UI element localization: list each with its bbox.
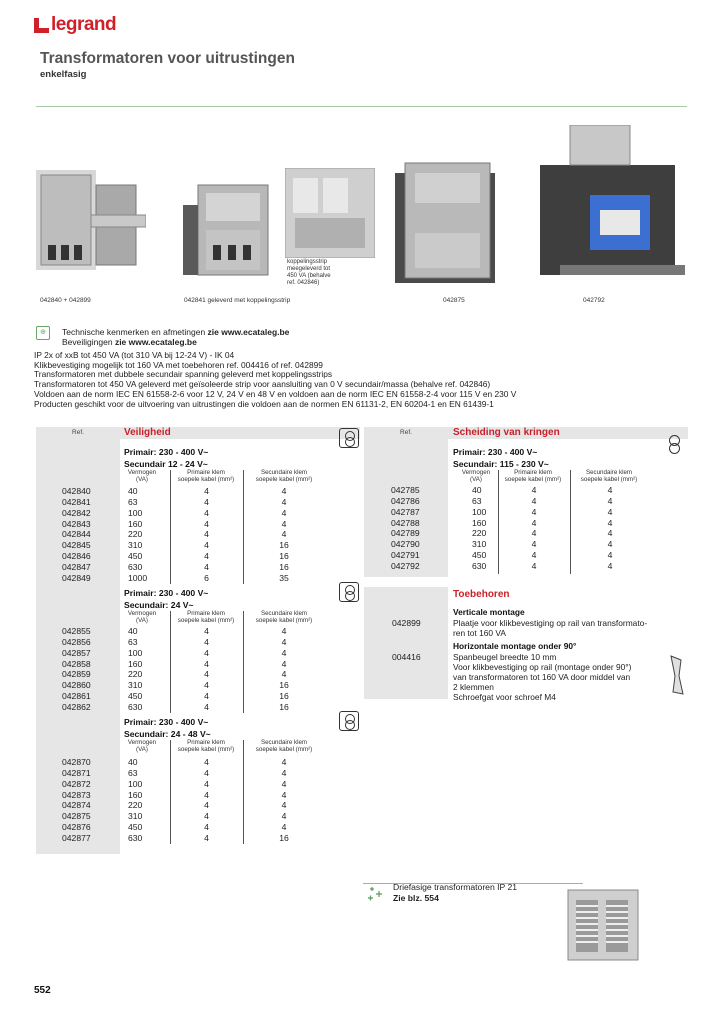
col-label: soepele kabel (mm²) xyxy=(504,475,562,483)
isolation-transformer-symbol-icon xyxy=(666,434,682,456)
accessory-ref: 042899 xyxy=(392,618,421,628)
secondary-terminal-cell: 4 xyxy=(281,822,287,833)
power-cell: 630 xyxy=(472,560,487,571)
power-cell: 100 xyxy=(128,507,143,518)
ref-cell: 042875 xyxy=(62,811,91,822)
secondary-terminal-cell: 4 xyxy=(281,518,287,529)
secondary-terminal-cell: 4 xyxy=(281,658,287,669)
secondary-terminal-cell: 16 xyxy=(279,561,289,572)
power-cell: 310 xyxy=(128,680,143,691)
primary-terminal-cell: 4 xyxy=(204,767,209,778)
info-link[interactable]: zie www.ecataleg.be xyxy=(207,327,290,337)
accessory-line: ren tot 160 VA xyxy=(453,628,506,638)
power-cell: 310 xyxy=(128,811,143,822)
secondary-terminal-cell: 4 xyxy=(281,669,287,680)
power-cell: 63 xyxy=(128,636,138,647)
description xyxy=(34,351,684,409)
accessory-text xyxy=(453,618,647,638)
secondary-terminal-cell: 16 xyxy=(279,701,289,712)
product-photo-042875 xyxy=(385,158,510,288)
col-label: soepele kabel (mm²) xyxy=(255,616,313,624)
ref-cell: 042860 xyxy=(62,680,91,691)
power-cell: 630 xyxy=(128,701,143,712)
safety-transformer-symbol-icon xyxy=(339,428,359,448)
photo-caption-4: 042792 xyxy=(583,297,605,304)
col-label: (VA) xyxy=(136,475,148,483)
ref-cell: 042846 xyxy=(62,551,91,562)
col-label: Primaire klem xyxy=(187,610,225,617)
right-secondary-line: Secundair: 115 - 230 V~ xyxy=(453,459,549,469)
primary-terminal-cell: 4 xyxy=(204,518,209,529)
left-col-sec xyxy=(244,611,324,625)
secondary-terminal-cell: 4 xyxy=(281,778,287,789)
accessory-heading: Verticale montage xyxy=(453,607,525,617)
ref-cell: 042847 xyxy=(62,561,91,572)
ref-cell: 042862 xyxy=(62,701,91,712)
col-label: Primaire klem xyxy=(187,469,225,476)
power-cell: 220 xyxy=(472,528,487,539)
secondary-terminal-cell: 4 xyxy=(607,528,613,539)
inset-caption-line: meegeleverd tot xyxy=(287,266,331,272)
left-col-prim xyxy=(170,470,242,484)
secondary-terminal-cell: 16 xyxy=(279,680,289,691)
primary-terminal-cell: 4 xyxy=(204,636,209,647)
legrand-logo-mark-icon xyxy=(34,18,49,33)
page-title: Transformatoren voor uitrustingen xyxy=(40,50,295,67)
ref-cell: 042787 xyxy=(391,506,420,517)
primary-terminal-cell: 4 xyxy=(204,626,209,636)
power-cell: 310 xyxy=(128,540,143,551)
left-col-power xyxy=(114,470,170,484)
primary-terminal-cell: 4 xyxy=(204,789,209,800)
primary-terminal-cell: 4 xyxy=(204,561,209,572)
header-divider xyxy=(36,106,687,107)
right-col-power xyxy=(448,470,504,484)
secondary-terminal-cell: 4 xyxy=(607,485,613,495)
primary-terminal-cell: 4 xyxy=(531,495,537,506)
left-section-title: Veiligheid xyxy=(124,427,171,438)
primary-terminal-cell: 4 xyxy=(531,485,537,495)
secondary-terminal-cell: 4 xyxy=(607,495,613,506)
accessory-line: van transformatoren tot 160 VA door middel van xyxy=(453,672,631,682)
primary-terminal-cell: 4 xyxy=(531,560,537,571)
ref-cell: 042857 xyxy=(62,647,91,658)
left-secondary-line: Secundair 12 - 24 V~ xyxy=(124,459,208,469)
ref-cell: 042788 xyxy=(391,517,420,528)
accessory-line: Schroefgat voor schroef M4 xyxy=(453,692,556,702)
secondary-terminal-cell: 4 xyxy=(281,496,287,507)
primary-terminal-cell: 4 xyxy=(204,811,209,822)
primary-terminal-cell: 4 xyxy=(531,517,537,528)
crossref-plus-icon xyxy=(365,884,385,904)
ref-cell: 042843 xyxy=(62,518,91,529)
product-photo-042840 xyxy=(36,150,146,285)
right-ref-header: Ref. xyxy=(400,429,412,436)
accessories-title: Toebehoren xyxy=(453,589,510,600)
info-text: Technische kenmerken en afmetingen xyxy=(62,327,208,337)
left-col-sec xyxy=(244,470,324,484)
photo-caption-1: 042840 + 042899 xyxy=(40,297,91,304)
primary-terminal-cell: 4 xyxy=(204,507,209,518)
power-cell: 63 xyxy=(128,496,138,507)
accessories-ref-band xyxy=(364,587,448,699)
secondary-terminal-cell: 4 xyxy=(281,789,287,800)
primary-terminal-cell: 4 xyxy=(204,680,209,691)
inset-caption-line: 450 VA (behalve xyxy=(287,273,331,279)
secondary-terminal-cell: 4 xyxy=(281,767,287,778)
ref-cell: 042849 xyxy=(62,572,91,583)
primary-terminal-cell: 4 xyxy=(204,778,209,789)
ref-cell: 042844 xyxy=(62,529,91,540)
info-link[interactable]: zie www.ecataleg.be xyxy=(114,336,197,347)
power-cell: 310 xyxy=(472,539,487,550)
primary-terminal-cell: 4 xyxy=(204,832,209,843)
col-label: Vermogen xyxy=(127,469,157,476)
secondary-terminal-cell: 16 xyxy=(279,540,289,551)
primary-terminal-cell: 4 xyxy=(204,757,209,767)
ref-cell: 042877 xyxy=(62,832,91,843)
primary-terminal-cell: 4 xyxy=(204,529,209,540)
ref-cell: 042874 xyxy=(62,800,91,811)
left-primary-line: Primair: 230 - 400 V~ xyxy=(124,447,209,457)
ref-cell: 042786 xyxy=(391,495,420,506)
secondary-terminal-cell: 4 xyxy=(281,757,287,767)
secondary-terminal-cell: 4 xyxy=(281,811,287,822)
left-secondary-line: Secundair: 24 V~ xyxy=(124,600,194,610)
col-label: Secundaire klem xyxy=(260,469,308,476)
power-cell: 63 xyxy=(472,495,482,506)
power-cell: 630 xyxy=(128,832,143,843)
primary-terminal-cell: 4 xyxy=(204,691,209,702)
accessory-line: Plaatje voor klikbevestiging op rail van transformato- xyxy=(453,618,648,628)
inset-caption xyxy=(287,259,331,287)
secondary-terminal-cell: 16 xyxy=(279,691,289,702)
left-primary-line: Primair: 230 - 400 V~ xyxy=(124,588,209,598)
secondary-terminal-cell: 4 xyxy=(281,486,287,496)
safety-transformer-symbol-icon xyxy=(339,711,359,731)
secondary-terminal-cell: 4 xyxy=(281,647,287,658)
info-line-2 xyxy=(62,338,289,348)
power-cell: 100 xyxy=(128,647,143,658)
secondary-terminal-cell: 4 xyxy=(281,626,287,636)
ref-cell: 042872 xyxy=(62,778,91,789)
primary-terminal-cell: 4 xyxy=(204,800,209,811)
primary-terminal-cell: 4 xyxy=(204,486,209,496)
power-cell: 220 xyxy=(128,529,143,540)
photo-caption-2: 042841 geleverd met koppelingsstrip xyxy=(184,297,291,304)
left-ref-header: Ref. xyxy=(72,429,84,436)
col-label: Vermogen xyxy=(127,610,157,617)
accessory-line: 2 klemmen xyxy=(453,682,494,692)
col-label: (VA) xyxy=(470,475,482,483)
product-photo-koppelingsstrip-inset xyxy=(285,168,375,258)
primary-terminal-cell: 4 xyxy=(531,528,537,539)
ref-cell: 042873 xyxy=(62,789,91,800)
col-label: Primaire klem xyxy=(514,469,552,476)
left-col-prim xyxy=(170,740,242,754)
left-col-power xyxy=(114,611,170,625)
page-number: 552 xyxy=(34,985,51,996)
secondary-terminal-cell: 4 xyxy=(607,506,613,517)
power-cell: 160 xyxy=(472,517,487,528)
ref-cell: 042859 xyxy=(62,669,91,680)
info-text: Beveiligingen xyxy=(62,336,115,347)
ref-cell: 042785 xyxy=(391,485,420,495)
right-col-prim xyxy=(498,470,568,484)
ref-cell: 042789 xyxy=(391,528,420,539)
secondary-terminal-cell: 4 xyxy=(281,800,287,811)
primary-terminal-cell: 4 xyxy=(204,669,209,680)
primary-terminal-cell: 4 xyxy=(204,701,209,712)
secondary-terminal-cell: 4 xyxy=(281,636,287,647)
three-phase-transformer-photo xyxy=(562,880,646,966)
secondary-terminal-cell: 4 xyxy=(607,550,613,561)
col-label: soepele kabel (mm²) xyxy=(177,745,235,753)
col-label: Secundaire klem xyxy=(260,610,308,617)
secondary-terminal-cell: 35 xyxy=(279,572,289,583)
power-cell: 100 xyxy=(472,506,487,517)
power-cell: 160 xyxy=(128,789,143,800)
col-label: soepele kabel (mm²) xyxy=(255,475,313,483)
power-cell: 100 xyxy=(128,778,143,789)
ref-cell: 042876 xyxy=(62,822,91,833)
primary-terminal-cell: 4 xyxy=(204,658,209,669)
power-cell: 160 xyxy=(128,658,143,669)
col-label: Secundaire klem xyxy=(585,469,633,476)
description-line: IP 2x of xxB tot 450 VA (tot 310 VA bij 12-24 V) - IK 04 xyxy=(34,350,235,360)
left-col-power xyxy=(114,740,170,754)
right-col-sec xyxy=(570,470,648,484)
ref-cell: 042855 xyxy=(62,626,91,636)
col-label: Primaire klem xyxy=(187,739,225,746)
power-cell: 63 xyxy=(128,767,138,778)
col-label: Vermogen xyxy=(127,739,157,746)
primary-terminal-cell: 4 xyxy=(204,822,209,833)
accessory-heading: Horizontale montage onder 90° xyxy=(453,641,577,651)
left-col-prim xyxy=(170,611,242,625)
secondary-terminal-cell: 16 xyxy=(279,832,289,843)
secondary-terminal-cell: 4 xyxy=(281,529,287,540)
crossref-link[interactable]: Zie blz. 554 xyxy=(393,893,439,903)
primary-terminal-cell: 4 xyxy=(204,496,209,507)
inset-caption-line: ref. 042846) xyxy=(287,280,320,286)
right-primary-line: Primair: 230 - 400 V~ xyxy=(453,447,538,457)
primary-terminal-cell: 4 xyxy=(531,506,537,517)
clamp-bracket-icon xyxy=(663,654,687,698)
photo-caption-3: 042875 xyxy=(443,297,465,304)
ref-cell: 042845 xyxy=(62,540,91,551)
left-col-sec xyxy=(244,740,324,754)
product-photo-042792 xyxy=(530,125,685,290)
description-line: Transformatoren met dubbele secundair spanning geleverd met koppelingsstrips xyxy=(34,369,333,380)
primary-terminal-cell: 4 xyxy=(531,550,537,561)
primary-terminal-cell: 6 xyxy=(204,572,209,583)
power-cell: 630 xyxy=(128,561,143,572)
accessory-line: Spanbeugel breedte 10 mm xyxy=(453,652,557,662)
power-cell: 450 xyxy=(128,822,143,833)
power-cell: 220 xyxy=(128,800,143,811)
power-cell: 220 xyxy=(128,669,143,680)
ref-cell: 042856 xyxy=(62,636,91,647)
col-label: Secundaire klem xyxy=(260,739,308,746)
secondary-terminal-cell: 16 xyxy=(279,551,289,562)
description-line: Producten geschikt voor de uitvoering van uitrustingen die voldoen aan de normen EN 61131-2, EN 60204-1 en EN 61439-1 xyxy=(34,398,494,409)
primary-terminal-cell: 4 xyxy=(204,551,209,562)
accessory-text xyxy=(453,652,631,702)
crossref-block[interactable] xyxy=(393,882,517,904)
ref-cell: 042858 xyxy=(62,658,91,669)
col-label: soepele kabel (mm²) xyxy=(580,475,638,483)
ref-cell: 042861 xyxy=(62,691,91,702)
secondary-terminal-cell: 4 xyxy=(281,507,287,518)
col-label: soepele kabel (mm²) xyxy=(177,616,235,624)
ref-cell: 042840 xyxy=(62,486,91,496)
power-cell: 1000 xyxy=(128,572,148,583)
ref-cell: 042792 xyxy=(391,560,420,571)
left-primary-line: Primair: 230 - 400 V~ xyxy=(124,717,209,727)
safety-transformer-symbol-icon xyxy=(339,582,359,602)
col-label: Vermogen xyxy=(461,469,491,476)
info-block xyxy=(62,328,289,347)
secondary-terminal-cell: 4 xyxy=(607,517,613,528)
power-cell: 40 xyxy=(128,486,138,496)
crossref-line: Driefasige transformatoren IP 21 xyxy=(393,882,518,892)
col-label: (VA) xyxy=(136,745,148,753)
power-cell: 160 xyxy=(128,518,143,529)
ref-cell: 042841 xyxy=(62,496,91,507)
primary-terminal-cell: 4 xyxy=(204,540,209,551)
left-secondary-line: Secundair: 24 - 48 V~ xyxy=(124,729,211,739)
accessory-ref: 004416 xyxy=(392,652,421,662)
info-book-icon: ⊕ xyxy=(36,326,50,340)
secondary-terminal-cell: 4 xyxy=(607,560,613,571)
power-cell: 40 xyxy=(128,757,138,767)
brand-name: legrand xyxy=(51,14,117,35)
power-cell: 40 xyxy=(472,485,482,495)
ref-cell: 042790 xyxy=(391,539,420,550)
right-section-title: Scheiding van kringen xyxy=(453,427,560,438)
ref-cell: 042870 xyxy=(62,757,91,767)
power-cell: 40 xyxy=(128,626,138,636)
legrand-logo xyxy=(34,15,116,35)
col-label: (VA) xyxy=(136,616,148,624)
primary-terminal-cell: 4 xyxy=(204,647,209,658)
ref-cell: 042791 xyxy=(391,550,420,561)
inset-caption-line: koppelingsstrip xyxy=(287,259,328,265)
product-photo-042841 xyxy=(178,165,288,290)
ref-cell: 042871 xyxy=(62,767,91,778)
ref-cell: 042842 xyxy=(62,507,91,518)
col-label: soepele kabel (mm²) xyxy=(255,745,313,753)
col-label: soepele kabel (mm²) xyxy=(177,475,235,483)
secondary-terminal-cell: 4 xyxy=(607,539,613,550)
page-subtitle: enkelfasig xyxy=(40,69,87,80)
power-cell: 450 xyxy=(128,551,143,562)
power-cell: 450 xyxy=(128,691,143,702)
description-line: Voldoen aan de norm IEC EN 61558-2-6 voor 12 V, 24 V en 48 V en voldoen aan de norm IEC EN 61558-2-4 voor 115 V en 230 V xyxy=(34,388,517,399)
description-line: Klikbevestiging mogelijk tot 160 VA met toebehoren ref. 004416 of ref. 042899 xyxy=(34,359,323,370)
description-line: Transformatoren tot 450 VA geleverd met geïsoleerde strip voor aansluiting van 0 V secundair/massa (behalve ref. 042846) xyxy=(34,379,491,390)
primary-terminal-cell: 4 xyxy=(531,539,537,550)
power-cell: 450 xyxy=(472,550,487,561)
accessory-line: Voor klikbevestiging op rail (montage onder 90°) xyxy=(453,662,632,672)
